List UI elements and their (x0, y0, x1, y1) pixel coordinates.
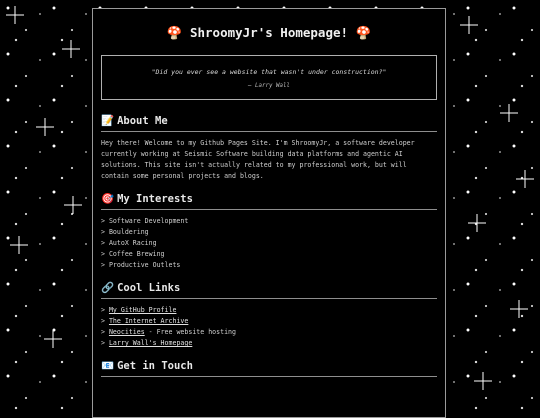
interests-heading (101, 192, 437, 210)
quote-box (101, 55, 437, 100)
interests-list (101, 216, 437, 271)
quote-text: "Did you ever see a website that wasn't under construction?" (151, 68, 387, 76)
main-content (92, 8, 446, 418)
contact-section (101, 359, 437, 377)
interest-item: > Productive Outlets (101, 261, 181, 269)
links-list (101, 305, 437, 349)
links-heading-text: Cool Links (117, 282, 181, 294)
interest-item: > Coffee Brewing (101, 250, 165, 258)
page-title: 🍄 ShroomyJr's Homepage! 🍄 (166, 25, 372, 40)
link-item: > My GitHub Profile (101, 306, 177, 314)
github-profile-link[interactable]: My GitHub Profile (108, 306, 177, 314)
sparkle-decoration (36, 118, 54, 136)
contact-heading (101, 359, 437, 377)
sparkle-decoration (468, 214, 486, 232)
sparkle-decoration (62, 40, 80, 58)
about-section (101, 114, 437, 182)
sparkle-decoration (474, 372, 492, 390)
interest-item: > AutoX Racing (101, 239, 157, 247)
sparkle-decoration (44, 330, 62, 348)
sparkle-decoration (460, 16, 478, 34)
sparkle-decoration (510, 300, 528, 318)
interest-item: > Software Development (101, 217, 189, 225)
link-icon: 🔗 (101, 282, 115, 294)
larry-wall-link[interactable]: Larry Wall's Homepage (108, 339, 193, 347)
memo-icon: 📝 (101, 115, 115, 127)
sparkle-decoration (500, 104, 518, 122)
link-item: > Neocities - Free website hosting (101, 328, 236, 336)
links-section (101, 281, 437, 349)
sparkle-decoration (6, 6, 24, 24)
contact-heading-text: Get in Touch (117, 360, 193, 372)
about-heading-text: About Me (117, 115, 168, 127)
about-text: Hey there! Welcome to my Github Pages Site. I'm ShroomyJr, a software developer currently working at Seismic Software building data platforms and agentic AI solutions. This site isn't actually related to my professional work, but will contain some personal projects and blogs. (101, 139, 415, 180)
email-icon: 📧 (101, 360, 115, 372)
interests-section (101, 192, 437, 271)
about-heading (101, 114, 437, 132)
sparkle-decoration (64, 196, 82, 214)
interest-item: > Bouldering (101, 228, 149, 236)
link-item: > The Internet Archive (101, 317, 189, 325)
neocities-link[interactable]: Neocities (108, 328, 145, 336)
sparkle-decoration (516, 170, 534, 188)
link-item: > Larry Wall's Homepage (101, 339, 193, 347)
links-heading (101, 281, 437, 299)
quote-author: — Larry Wall (248, 83, 290, 89)
sparkle-decoration (10, 236, 28, 254)
interests-heading-text: My Interests (117, 193, 193, 205)
internet-archive-link[interactable]: The Internet Archive (108, 317, 189, 325)
target-icon: 🎯 (101, 193, 115, 205)
